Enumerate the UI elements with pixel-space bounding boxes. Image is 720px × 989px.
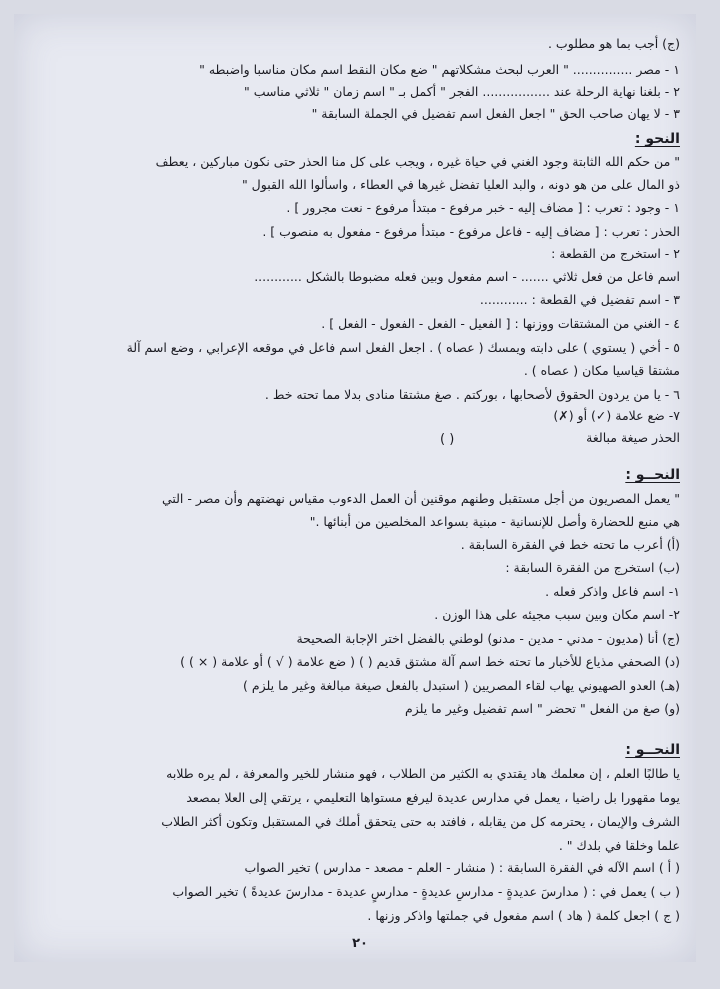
text-line: علما وخلقا في بلدك " . xyxy=(558,838,680,853)
text-line: " يعمل المصريون من أجل مستقبل وطنهم موقنين أن العمل الدءوب مقياس نهضتهم وأن مصر - التي xyxy=(161,491,680,506)
answer-box: ( ) xyxy=(440,432,455,447)
section-heading: النحــو : xyxy=(625,742,680,758)
section-heading: النحــو : xyxy=(625,467,680,483)
text-line: " من حكم الله الثابتة وجود الغني في حياة غيره ، ويجب على كل منا الحذر حتى نكون مباركين ، يعطف xyxy=(155,154,680,169)
text-line: ٣ - اسم تفضيل في القطعة : ............ xyxy=(479,292,680,307)
text-line: يوما مقهورا بل راضيا ، يعمل في مدارس عديدة ليرفع مستواها التعليمي ، يرتقي إلى العلا بمصعد xyxy=(186,790,680,805)
text-line: الشرف والإيمان ، يحترمه كل من يقابله ، فافتد به حتى يتحقق أملك في المستقبل وتكون أكثر الطلاب xyxy=(161,814,680,829)
text-line: ٥ - أخي ( يستوي ) على دابته ويمسك ( عصاه ) . اجعل الفعل اسم فاعل في موقعه الإعرابي ، وضع اسم آلة xyxy=(126,340,680,355)
text-line: (ج) أنا (مديون - مدني - مدين - مدنو) لوطني بالفضل اختر الإجابة الصحيحة xyxy=(296,631,680,646)
text-line: ( ج ) اجعل كلمة ( هاد ) اسم مفعول في جملتها واذكر وزنها . xyxy=(367,908,680,923)
text-line: (د) الصحفي مذياع للأخبار ما تحته خط اسم آلة مشتق قديم ( ) ( ضع علامة ( √ ) أو علامة ( × ) ) xyxy=(180,654,680,669)
text-line: الحذر صيغة مبالغة xyxy=(586,430,680,445)
text-line: ( ب ) يعمل في : ( مدارسَ عديدةٍ - مدارسِ عديدةٍ - مدارسٍ عديدة - مدارسَ عديدةً ) تخير الصواب xyxy=(172,884,680,899)
text-line: ٤ - الغني من المشتقات ووزنها : [ الفعيل - الفعل - الفعول - الفعل ] . xyxy=(321,316,680,331)
text-line: (ج) أجب بما هو مطلوب . xyxy=(547,36,680,51)
text-line: يا طالبًا العلم ، إن معلمك هاد يقتدي به الكثير من الطلاب ، فهو منشار للخير والمعرفة ، لم يره طلابه xyxy=(166,766,680,781)
text-line: ١- اسم فاعل واذكر فعله . xyxy=(545,584,680,599)
text-line: ٢ - بلغنا نهاية الرحلة عند ................. الفجر " أكمل بـ " اسم زمان " ثلاثي مناسب " xyxy=(244,84,680,99)
text-line: ٧- ضع علامة (✓) أو (✗) xyxy=(553,408,680,423)
text-line: ٢ - استخرج من القطعة : xyxy=(551,246,680,261)
section-heading: النحو : xyxy=(634,131,680,147)
text-line: ٦ - يا من يردون الحقوق لأصحابها ، بوركتم . صغ مشتقا منادى بدلا مما تحته خط . xyxy=(264,387,680,402)
text-line: الحذر : تعرب : [ مضاف إليه - فاعل مرفوع - مبتدأ مرفوع - مفعول به منصوب ] . xyxy=(262,224,680,239)
page-number: ٢٠ xyxy=(352,936,368,951)
text-line: هي منبع للحضارة وأصل للإنسانية - مبنية بسواعد المخلصين من أبنائها ." xyxy=(309,514,680,529)
text-line: (أ) أعرب ما تحته خط في الفقرة السابقة . xyxy=(460,537,680,552)
text-line: مشتقا قياسيا مكان ( عصاه ) . xyxy=(523,363,680,378)
text-line: ( أ ) اسم الآله في الفقرة السابقة : ( منشار - العلم - مصعد - مدارس ) تخير الصواب xyxy=(244,860,680,875)
text-line: ٢- اسم مكان وبين سبب مجيئه على هذا الوزن . xyxy=(434,607,680,622)
text-line: ١ - مصر ............... " العرب لبحث مشكلاتهم " ضع مكان النقط اسم مكان مناسبا واضبطه " xyxy=(199,62,680,77)
text-line: اسم فاعل من فعل ثلاثي ....... - اسم مفعول وبين فعله مضبوطا بالشكل ............ xyxy=(254,269,680,284)
text-line: (هـ) العدو الصهيوني يهاب لقاء المصريين ( استبدل بالفعل صيغة مبالغة وغير ما يلزم ) xyxy=(243,678,680,693)
text-line: ١ - وجود : تعرب : [ مضاف إليه - خبر مرفوع - مبتدأ مرفوع - نعت مجرور ] . xyxy=(286,200,680,215)
text-line: ذو المال على من هو دونه ، والبد العليا تفضل غيرها في العطاء ، واسألوا الله القبول " xyxy=(241,177,680,192)
text-line: ٣ - لا يهان صاحب الحق " اجعل الفعل اسم تفضيل في الجملة السابقة " xyxy=(311,106,680,121)
text-line: (ب) استخرج من الفقرة السابقة : xyxy=(505,560,680,575)
text-line: (و) صغ من الفعل " تحضر " اسم تفضيل وغير ما يلزم xyxy=(404,701,680,716)
